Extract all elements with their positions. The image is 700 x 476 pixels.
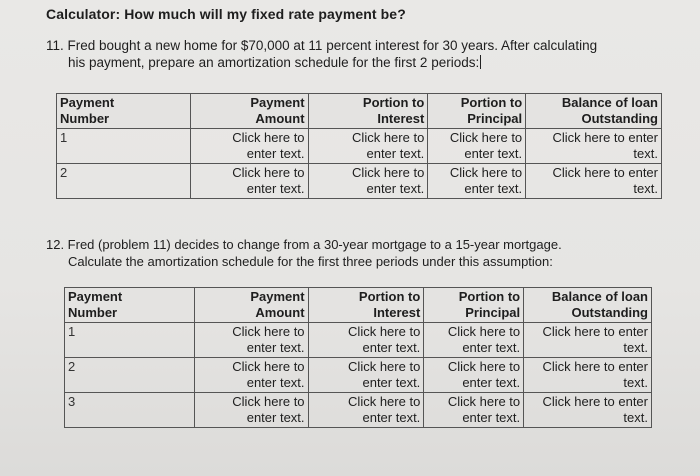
header-payment-amount: Payment Amount xyxy=(190,94,308,129)
row-number: 3 xyxy=(65,393,195,428)
header-payment-number: Payment Number xyxy=(65,288,195,323)
amortization-table-12 xyxy=(64,287,652,428)
portion-interest-field[interactable]: Click here to enter text. xyxy=(308,323,424,358)
portion-principal-field[interactable]: Click here to enter text. xyxy=(424,323,524,358)
table-row xyxy=(65,323,652,358)
row-number: 2 xyxy=(65,358,195,393)
question-12-line2: Calculate the amortization schedule for the first three periods under this assumption: xyxy=(68,254,553,269)
portion-interest-field[interactable]: Click here to enter text. xyxy=(308,164,428,199)
question-12 xyxy=(46,236,686,270)
header-portion-interest: Portion to Interest xyxy=(308,288,424,323)
question-12-line1: 12. Fred (problem 11) decides to change from a 30-year mortgage to a 15-year mortgage. xyxy=(46,237,562,252)
table-header-row xyxy=(57,94,662,129)
portion-interest-field[interactable]: Click here to enter text. xyxy=(308,393,424,428)
header-payment-number: Payment Number xyxy=(57,94,191,129)
header-portion-interest: Portion to Interest xyxy=(308,94,428,129)
page-heading: Calculator: How much will my fixed rate payment be? xyxy=(46,6,406,22)
payment-amount-field[interactable]: Click here to enter text. xyxy=(190,129,308,164)
amortization-table-11 xyxy=(56,93,662,199)
header-balance-outstanding: Balance of loan Outstanding xyxy=(524,288,652,323)
header-payment-amount: Payment Amount xyxy=(194,288,308,323)
table-row xyxy=(57,164,662,199)
table-header-row xyxy=(65,288,652,323)
portion-principal-field[interactable]: Click here to enter text. xyxy=(424,358,524,393)
header-portion-principal: Portion to Principal xyxy=(424,288,524,323)
portion-interest-field[interactable]: Click here to enter text. xyxy=(308,358,424,393)
payment-amount-field[interactable]: Click here to enter text. xyxy=(194,323,308,358)
question-11-line1: 11. Fred bought a new home for $70,000 at 11 percent interest for 30 years. After calculating xyxy=(46,38,598,53)
balance-outstanding-field[interactable]: Click here to enter text. xyxy=(524,393,652,428)
portion-principal-field[interactable]: Click here to enter text. xyxy=(424,393,524,428)
table-row xyxy=(65,358,652,393)
row-number: 2 xyxy=(57,164,191,199)
balance-outstanding-field[interactable]: Click here to enter text. xyxy=(526,164,662,199)
header-portion-principal: Portion to Principal xyxy=(428,94,526,129)
row-number: 1 xyxy=(65,323,195,358)
header-balance-outstanding: Balance of loan Outstanding xyxy=(526,94,662,129)
portion-interest-field[interactable]: Click here to enter text. xyxy=(308,129,428,164)
table-row xyxy=(57,129,662,164)
question-11-line2-text: his payment, prepare an amortization schedule for the first 2 periods: xyxy=(68,55,480,70)
question-11-line2 xyxy=(46,54,686,71)
text-cursor xyxy=(480,55,481,69)
row-number: 1 xyxy=(57,129,191,164)
payment-amount-field[interactable]: Click here to enter text. xyxy=(194,393,308,428)
question-11 xyxy=(46,37,686,71)
portion-principal-field[interactable]: Click here to enter text. xyxy=(428,164,526,199)
balance-outstanding-field[interactable]: Click here to enter text. xyxy=(526,129,662,164)
payment-amount-field[interactable]: Click here to enter text. xyxy=(190,164,308,199)
table-row xyxy=(65,393,652,428)
balance-outstanding-field[interactable]: Click here to enter text. xyxy=(524,323,652,358)
payment-amount-field[interactable]: Click here to enter text. xyxy=(194,358,308,393)
portion-principal-field[interactable]: Click here to enter text. xyxy=(428,129,526,164)
balance-outstanding-field[interactable]: Click here to enter text. xyxy=(524,358,652,393)
